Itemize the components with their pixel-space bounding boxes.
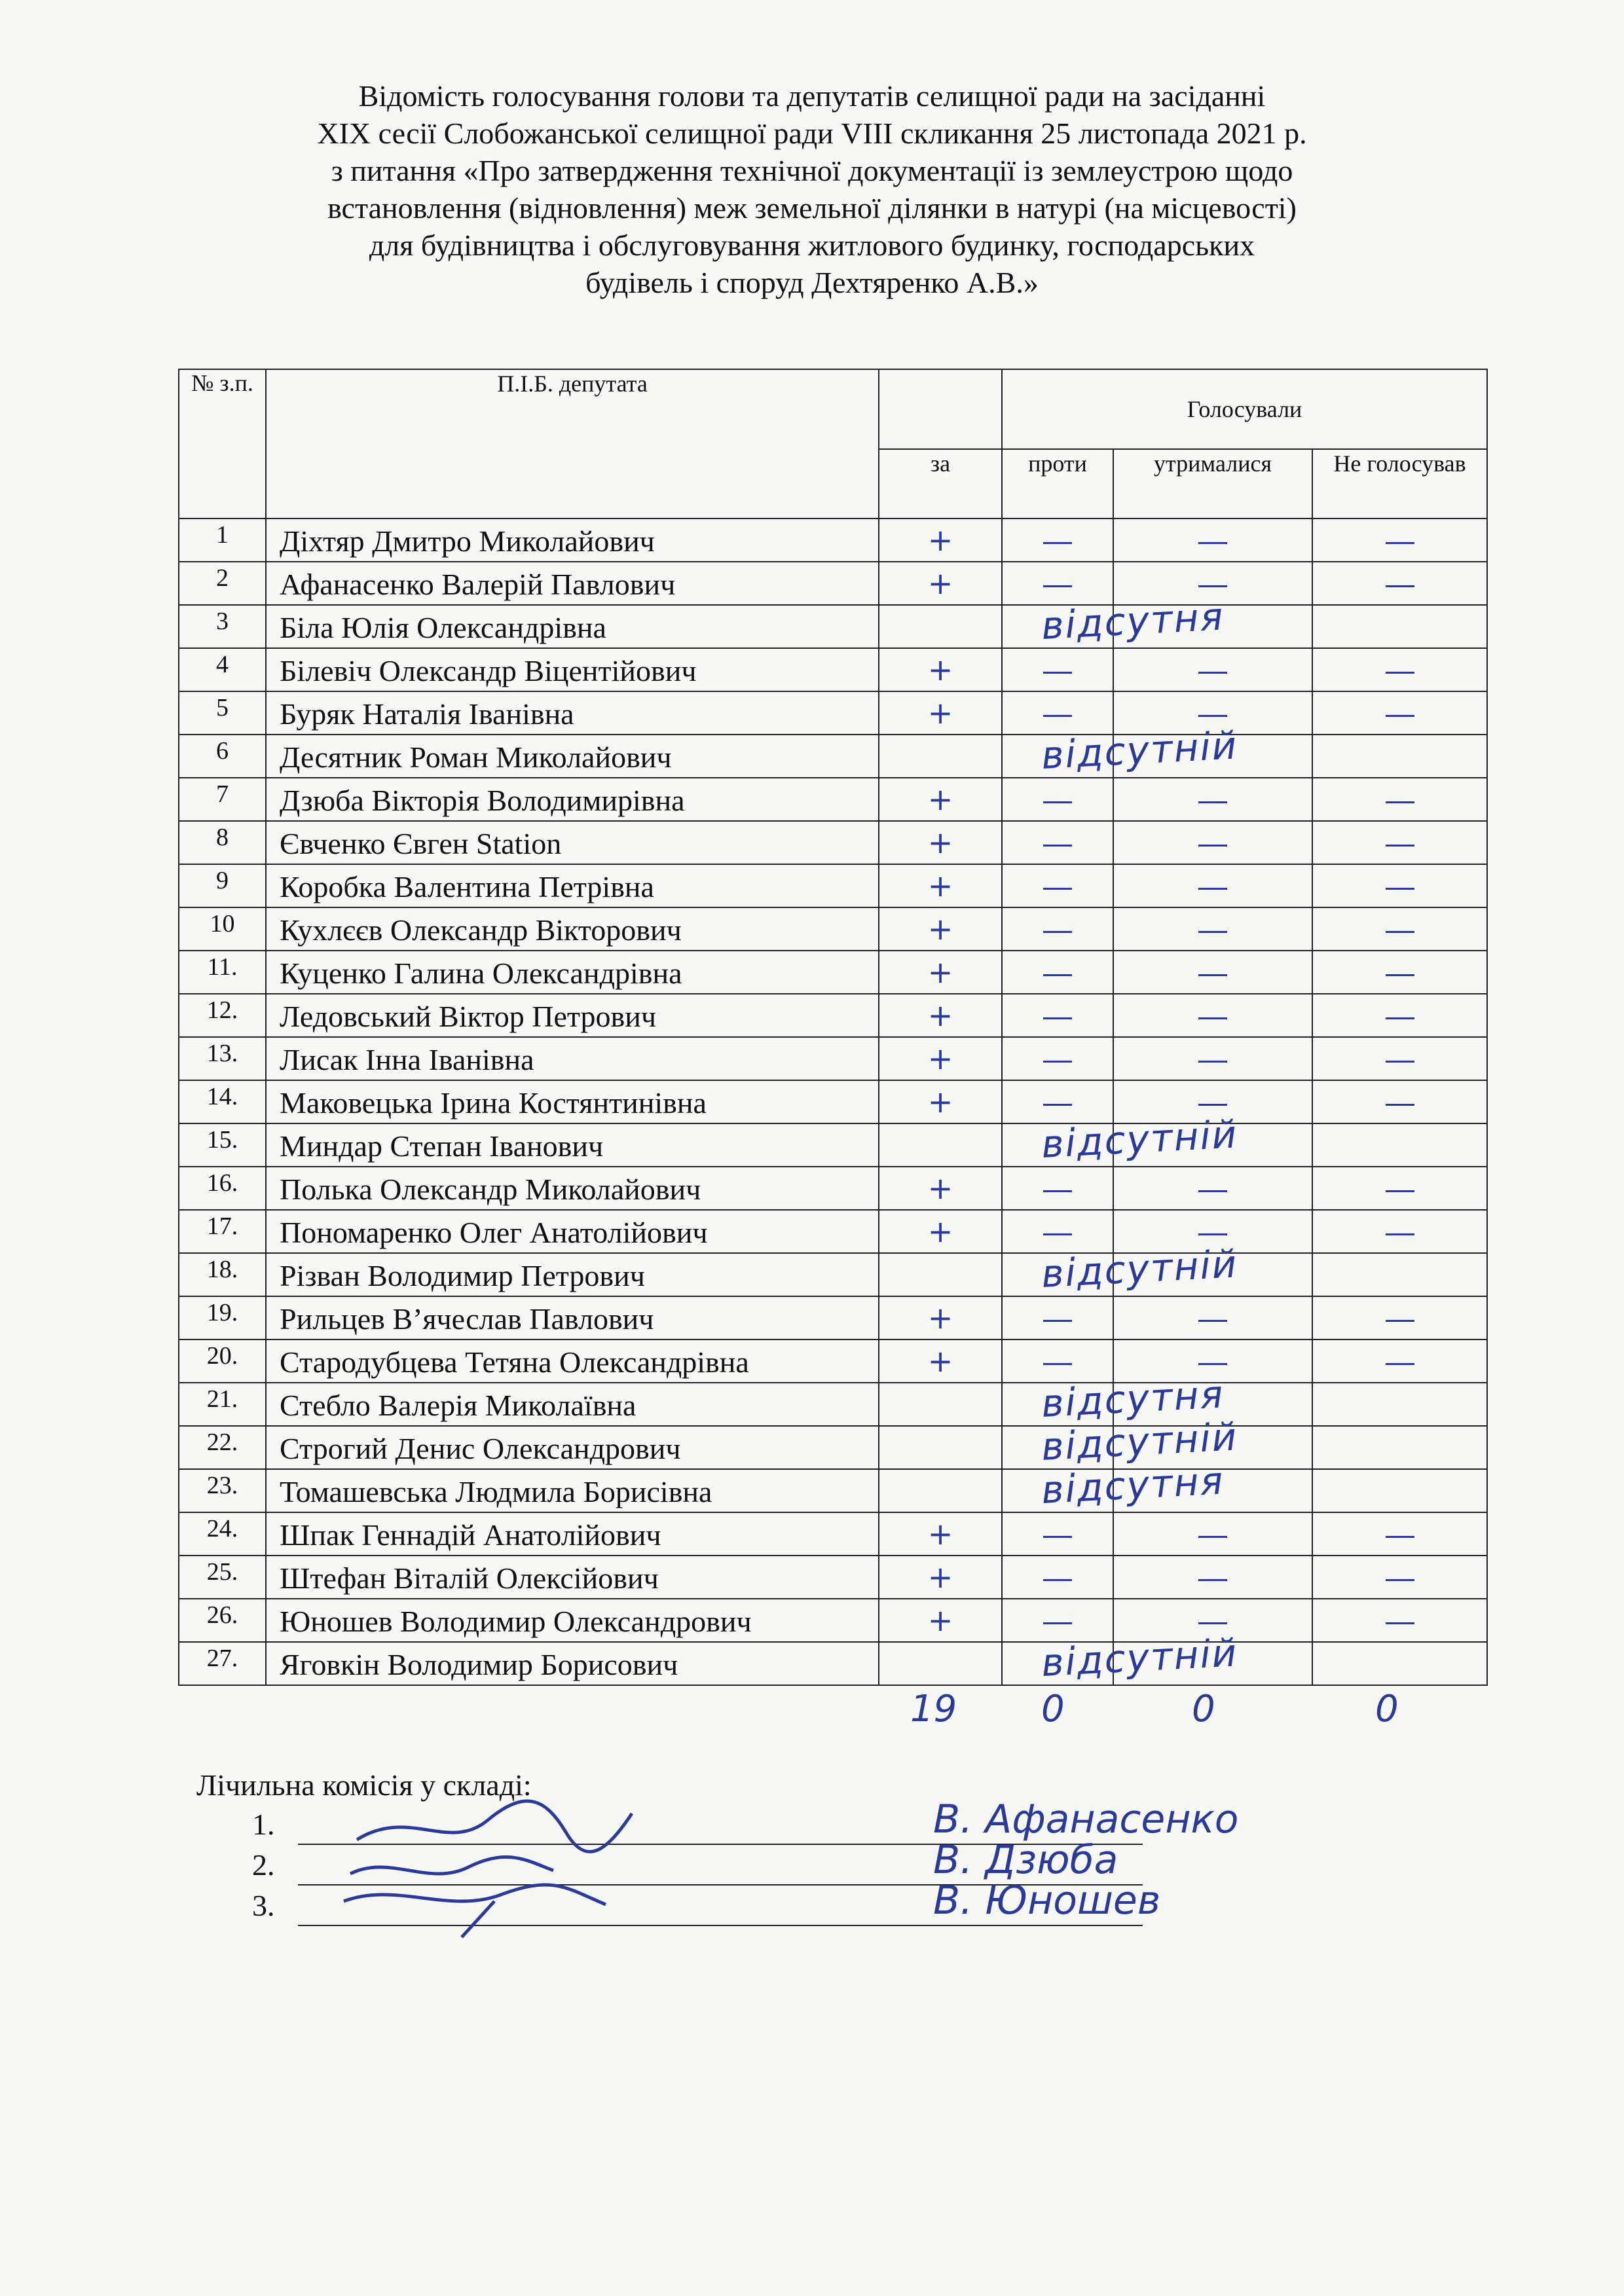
row-number: 2 [179,562,266,605]
dash-mark [1386,715,1414,717]
table-row [179,778,1487,821]
title-line: XIX сесії Слобожанської селищної ради VIII скликання 25 листопада 2021 р. [317,117,1307,150]
vote-cell-utr [1113,864,1312,907]
vote-cell-ne [1312,778,1487,821]
vote-cell-proty [1002,1210,1113,1253]
vote-cell-ne [1312,1599,1487,1642]
vote-cell-za [879,735,1002,778]
plus-mark: + [927,997,953,1033]
vote-cell-proty [1002,648,1113,691]
plus-mark: + [927,565,953,601]
vote-cell-proty [1002,1037,1113,1080]
dash-mark [1043,1061,1072,1063]
vote-cell-za [879,1556,1002,1599]
deputy-name: Маковецька Ірина Костянтинівна [266,1080,879,1123]
commission-label: Лічильна комісія у складі: [196,1768,532,1802]
title-line: для будівництва і обслуговування житлового будинку, господарських [369,228,1255,262]
row-number: 6 [179,735,266,778]
dash-mark [1386,1579,1414,1581]
dash-mark [1043,845,1072,847]
dash-mark [1198,1536,1227,1538]
dash-mark [1198,931,1227,933]
vote-cell-proty [1002,1080,1113,1123]
signer-name: В. Афанасенко [933,1796,1239,1842]
table-row [179,1296,1487,1339]
deputy-name: Яговкін Володимир Борисович [266,1642,879,1685]
dash-mark [1043,715,1072,717]
row-number: 19. [179,1296,266,1339]
table-row [179,648,1487,691]
vote-cell-ne [1312,1210,1487,1253]
vote-cell-za [879,1469,1002,1512]
dash-mark [1198,1320,1227,1322]
vote-cell-za [879,1599,1002,1642]
table-row [179,821,1487,864]
dash-mark [1386,845,1414,847]
header-utrymalysia: утрималися [1113,449,1312,519]
deputy-name: Полька Олександр Миколайович [266,1167,879,1210]
row-number: 26. [179,1599,266,1642]
absent-handwriting: відсутній [1040,1630,1239,1685]
dash-mark [1043,888,1072,890]
plus-mark: + [927,911,953,947]
member-number: 2. [252,1848,275,1882]
deputy-name: Рильцев В’ячеслав Павлович [266,1296,879,1339]
deputy-name: Афанасенко Валерій Павлович [266,562,879,605]
dash-mark [1043,1320,1072,1322]
deputy-name: Штефан Віталій Олексійович [266,1556,879,1599]
plus-mark: + [927,695,953,731]
absent-handwriting: відсутня [1040,594,1225,648]
dash-mark [1198,801,1227,803]
plus-mark: + [927,824,953,860]
dash-mark [1198,1017,1227,1019]
dash-mark [1386,585,1414,587]
dash-mark [1198,1233,1227,1235]
vote-cell-proty [1002,994,1113,1037]
deputy-name: Стародубцева Тетяна Олександрівна [266,1339,879,1383]
vote-cell-ne [1312,735,1487,778]
vote-cell-proty [1002,951,1113,994]
dash-mark [1386,542,1414,544]
deputy-name: Стебло Валерія Миколаївна [266,1383,879,1426]
vote-cell-proty [1002,562,1113,605]
vote-cell-proty [1002,1599,1113,1642]
vote-cell-utr [1113,907,1312,951]
vote-cell-ne [1312,951,1487,994]
dash-mark [1198,888,1227,890]
dash-mark [1198,672,1227,674]
dash-mark [1386,931,1414,933]
vote-cell-utr [1113,778,1312,821]
vote-cell-proty [1002,778,1113,821]
vote-cell-proty [1002,864,1113,907]
dash-mark [1198,715,1227,717]
vote-cell-utr [1113,1556,1312,1599]
deputy-name: Коробка Валентина Петрівна [266,864,879,907]
vote-cell-za [879,1210,1002,1253]
dash-mark [1043,1363,1072,1365]
row-number: 25. [179,1556,266,1599]
plus-mark: + [927,1602,953,1638]
dash-mark [1043,542,1072,544]
vote-cell-ne [1312,1167,1487,1210]
dash-mark [1386,672,1414,674]
deputy-name: Білевіч Олександр Віцентійович [266,648,879,691]
vote-cell-ne [1312,907,1487,951]
plus-mark: + [927,1213,953,1249]
vote-cell-ne [1312,1469,1487,1512]
vote-cell-za [879,605,1002,648]
plus-mark: + [927,1040,953,1076]
vote-cell-za [879,994,1002,1037]
header-za: за [879,449,1002,519]
deputy-name: Біла Юлія Олександрівна [266,605,879,648]
dash-mark [1386,1363,1414,1365]
deputy-name: Ледовський Віктор Петрович [266,994,879,1037]
vote-cell-utr [1113,1512,1312,1556]
member-number: 3. [252,1889,275,1922]
vote-cell-za [879,648,1002,691]
dash-mark [1198,974,1227,976]
vote-cell-proty [1002,821,1113,864]
vote-cell-proty [1002,1339,1113,1383]
header-proty: проти [1002,449,1113,519]
vote-cell-utr [1113,1167,1312,1210]
deputy-name: Миндар Степан Іванович [266,1123,879,1167]
dash-mark [1043,1579,1072,1581]
vote-cell-ne [1312,562,1487,605]
vote-cell-za [879,1253,1002,1296]
signer-name: В. Дзюба [933,1837,1118,1883]
table-row [179,864,1487,907]
vote-cell-za [879,1642,1002,1685]
total-utrymalysia: 0 [1192,1688,1215,1730]
dash-mark [1043,801,1072,803]
row-number: 8 [179,821,266,864]
vote-cell-proty [1002,1512,1113,1556]
deputy-name: Буряк Наталія Іванівна [266,691,879,735]
dash-mark [1043,1017,1072,1019]
vote-cell-za [879,1123,1002,1167]
header-num: № з.п. [179,369,266,519]
dash-mark [1043,931,1072,933]
row-number: 22. [179,1426,266,1469]
vote-cell-utr [1113,519,1312,562]
plus-mark: + [927,1084,953,1120]
dash-mark [1386,801,1414,803]
dash-mark [1043,585,1072,587]
vote-cell-ne [1312,1383,1487,1426]
dash-mark [1198,585,1227,587]
commission-member [252,1878,1161,1929]
vote-cell-za [879,1167,1002,1210]
dash-mark [1043,974,1072,976]
absent-handwriting: відсутній [1040,723,1239,778]
vote-cell-ne [1312,605,1487,648]
dash-mark [1043,1536,1072,1538]
row-number: 10 [179,907,266,951]
plus-mark: + [927,522,953,558]
row-number: 4 [179,648,266,691]
total-proty: 0 [1041,1688,1065,1730]
dash-mark [1386,1320,1414,1322]
dash-mark [1386,1104,1414,1106]
vote-cell-ne [1312,691,1487,735]
plus-mark: + [927,1516,953,1552]
document-title [131,77,1493,301]
dash-mark [1386,1233,1414,1235]
dash-mark [1043,1233,1072,1235]
vote-cell-za [879,691,1002,735]
dash-mark [1043,1104,1072,1106]
header-name: П.І.Б. депутата [266,369,879,519]
dash-mark [1386,1017,1414,1019]
dash-mark [1386,974,1414,976]
plus-mark: + [927,867,953,903]
row-number: 7 [179,778,266,821]
vote-cell-za [879,1080,1002,1123]
plus-mark: + [927,1559,953,1595]
absent-handwriting: відсутня [1040,1372,1225,1426]
vote-cell-za [879,907,1002,951]
deputy-name: Томашевська Людмила Борисівна [266,1469,879,1512]
row-number: 24. [179,1512,266,1556]
dash-mark [1386,1061,1414,1063]
plus-mark: + [927,781,953,817]
vote-cell-ne [1312,1253,1487,1296]
vote-cell-ne [1312,994,1487,1037]
deputy-name: Куценко Галина Олександрівна [266,951,879,994]
vote-cell-ne [1312,864,1487,907]
dash-mark [1198,1363,1227,1365]
vote-cell-ne [1312,1512,1487,1556]
dash-mark [1198,1104,1227,1106]
deputy-name: Різван Володимир Петрович [266,1253,879,1296]
vote-cell-ne [1312,1037,1487,1080]
vote-cell-ne [1312,1556,1487,1599]
vote-cell-ne [1312,519,1487,562]
row-number: 11. [179,951,266,994]
table-row [179,1512,1487,1556]
row-number: 17. [179,1210,266,1253]
table-row [179,994,1487,1037]
member-number: 1. [252,1808,275,1841]
absent-handwriting: відсутній [1040,1414,1239,1469]
plus-mark: + [927,1300,953,1336]
vote-cell-za [879,1426,1002,1469]
header-blank [879,369,1002,449]
absent-handwriting: відсутній [1040,1241,1239,1296]
absent-handwriting: відсутня [1040,1458,1225,1512]
signer-name: В. Юношев [933,1878,1161,1923]
row-number: 12. [179,994,266,1037]
vote-cell-za [879,821,1002,864]
total-za: 19 [910,1688,957,1730]
dash-mark [1198,542,1227,544]
dash-mark [1198,1579,1227,1581]
vote-cell-proty [1002,907,1113,951]
dash-mark [1198,1190,1227,1192]
vote-cell-za [879,778,1002,821]
row-number: 27. [179,1642,266,1685]
dash-mark [1043,1622,1072,1624]
title-line: встановлення (відновлення) меж земельної ділянки в натурі (на місцевості) [327,191,1297,225]
dash-mark [1386,1536,1414,1538]
header-ne-holosuvav: Не голосував [1312,449,1487,519]
vote-cell-utr [1113,648,1312,691]
absent-handwriting: відсутній [1040,1112,1239,1167]
dash-mark [1198,845,1227,847]
dash-mark [1043,672,1072,674]
vote-cell-ne [1312,648,1487,691]
row-number: 3 [179,605,266,648]
vote-cell-utr [1113,1296,1312,1339]
row-number: 5 [179,691,266,735]
plus-mark: + [927,651,953,687]
row-number: 14. [179,1080,266,1123]
deputy-name: Діхтяр Дмитро Миколайович [266,519,879,562]
dash-mark [1386,1190,1414,1192]
plus-mark: + [927,1343,953,1379]
row-number: 9 [179,864,266,907]
vote-cell-proty [1002,1296,1113,1339]
plus-mark: + [927,954,953,990]
deputy-name: Строгий Денис Олександрович [266,1426,879,1469]
deputy-name: Лисак Інна Іванівна [266,1037,879,1080]
vote-cell-utr [1113,994,1312,1037]
vote-cell-ne [1312,1339,1487,1383]
vote-cell-proty [1002,691,1113,735]
row-number: 18. [179,1253,266,1296]
vote-cell-utr [1113,1037,1312,1080]
table-row [179,951,1487,994]
vote-cell-ne [1312,1296,1487,1339]
vote-cell-utr [1113,951,1312,994]
deputy-name: Дзюба Вікторія Володимирівна [266,778,879,821]
deputy-name: Євченко Євген Station [266,821,879,864]
deputy-name: Юношев Володимир Олександрович [266,1599,879,1642]
row-number: 21. [179,1383,266,1426]
table-row [179,1167,1487,1210]
vote-cell-za [879,1383,1002,1426]
row-number: 15. [179,1123,266,1167]
vote-cell-za [879,519,1002,562]
row-number: 1 [179,519,266,562]
table-row [179,907,1487,951]
row-number: 20. [179,1339,266,1383]
vote-cell-za [879,951,1002,994]
deputy-name: Десятник Роман Миколайович [266,735,879,778]
vote-cell-ne [1312,1123,1487,1167]
title-line: з питання «Про затвердження технічної документації із землеустрою щодо [331,154,1293,187]
vote-cell-proty [1002,519,1113,562]
vote-cell-za [879,1339,1002,1383]
dash-mark [1198,1622,1227,1624]
table-row [179,1556,1487,1599]
vote-cell-utr [1113,821,1312,864]
table-row [179,519,1487,562]
vote-cell-ne [1312,1426,1487,1469]
dash-mark [1386,888,1414,890]
vote-cell-za [879,864,1002,907]
dash-mark [1043,1190,1072,1192]
row-number: 13. [179,1037,266,1080]
signature-scribble [331,1875,789,1941]
header-voted: Голосували [1002,369,1487,449]
title-line: Відомість голосування голови та депутатів селищної ради на засіданні [358,79,1266,113]
title-line: будівель і споруд Дехтяренко А.В.» [585,266,1039,299]
table-row [179,1037,1487,1080]
vote-cell-za [879,562,1002,605]
row-number: 23. [179,1469,266,1512]
vote-cell-za [879,1037,1002,1080]
vote-cell-ne [1312,1080,1487,1123]
deputy-name: Кухлєєв Олександр Вікторович [266,907,879,951]
deputy-name: Пономаренко Олег Анатолійович [266,1210,879,1253]
vote-cell-za [879,1512,1002,1556]
vote-cell-proty [1002,1556,1113,1599]
total-ne-holosuvav: 0 [1375,1688,1399,1730]
vote-cell-ne [1312,821,1487,864]
vote-cell-ne [1312,1642,1487,1685]
deputy-name: Шпак Геннадій Анатолійович [266,1512,879,1556]
row-number: 16. [179,1167,266,1210]
dash-mark [1198,1061,1227,1063]
plus-mark: + [927,1170,953,1206]
dash-mark [1386,1622,1414,1624]
vote-cell-proty [1002,1167,1113,1210]
vote-cell-za [879,1296,1002,1339]
